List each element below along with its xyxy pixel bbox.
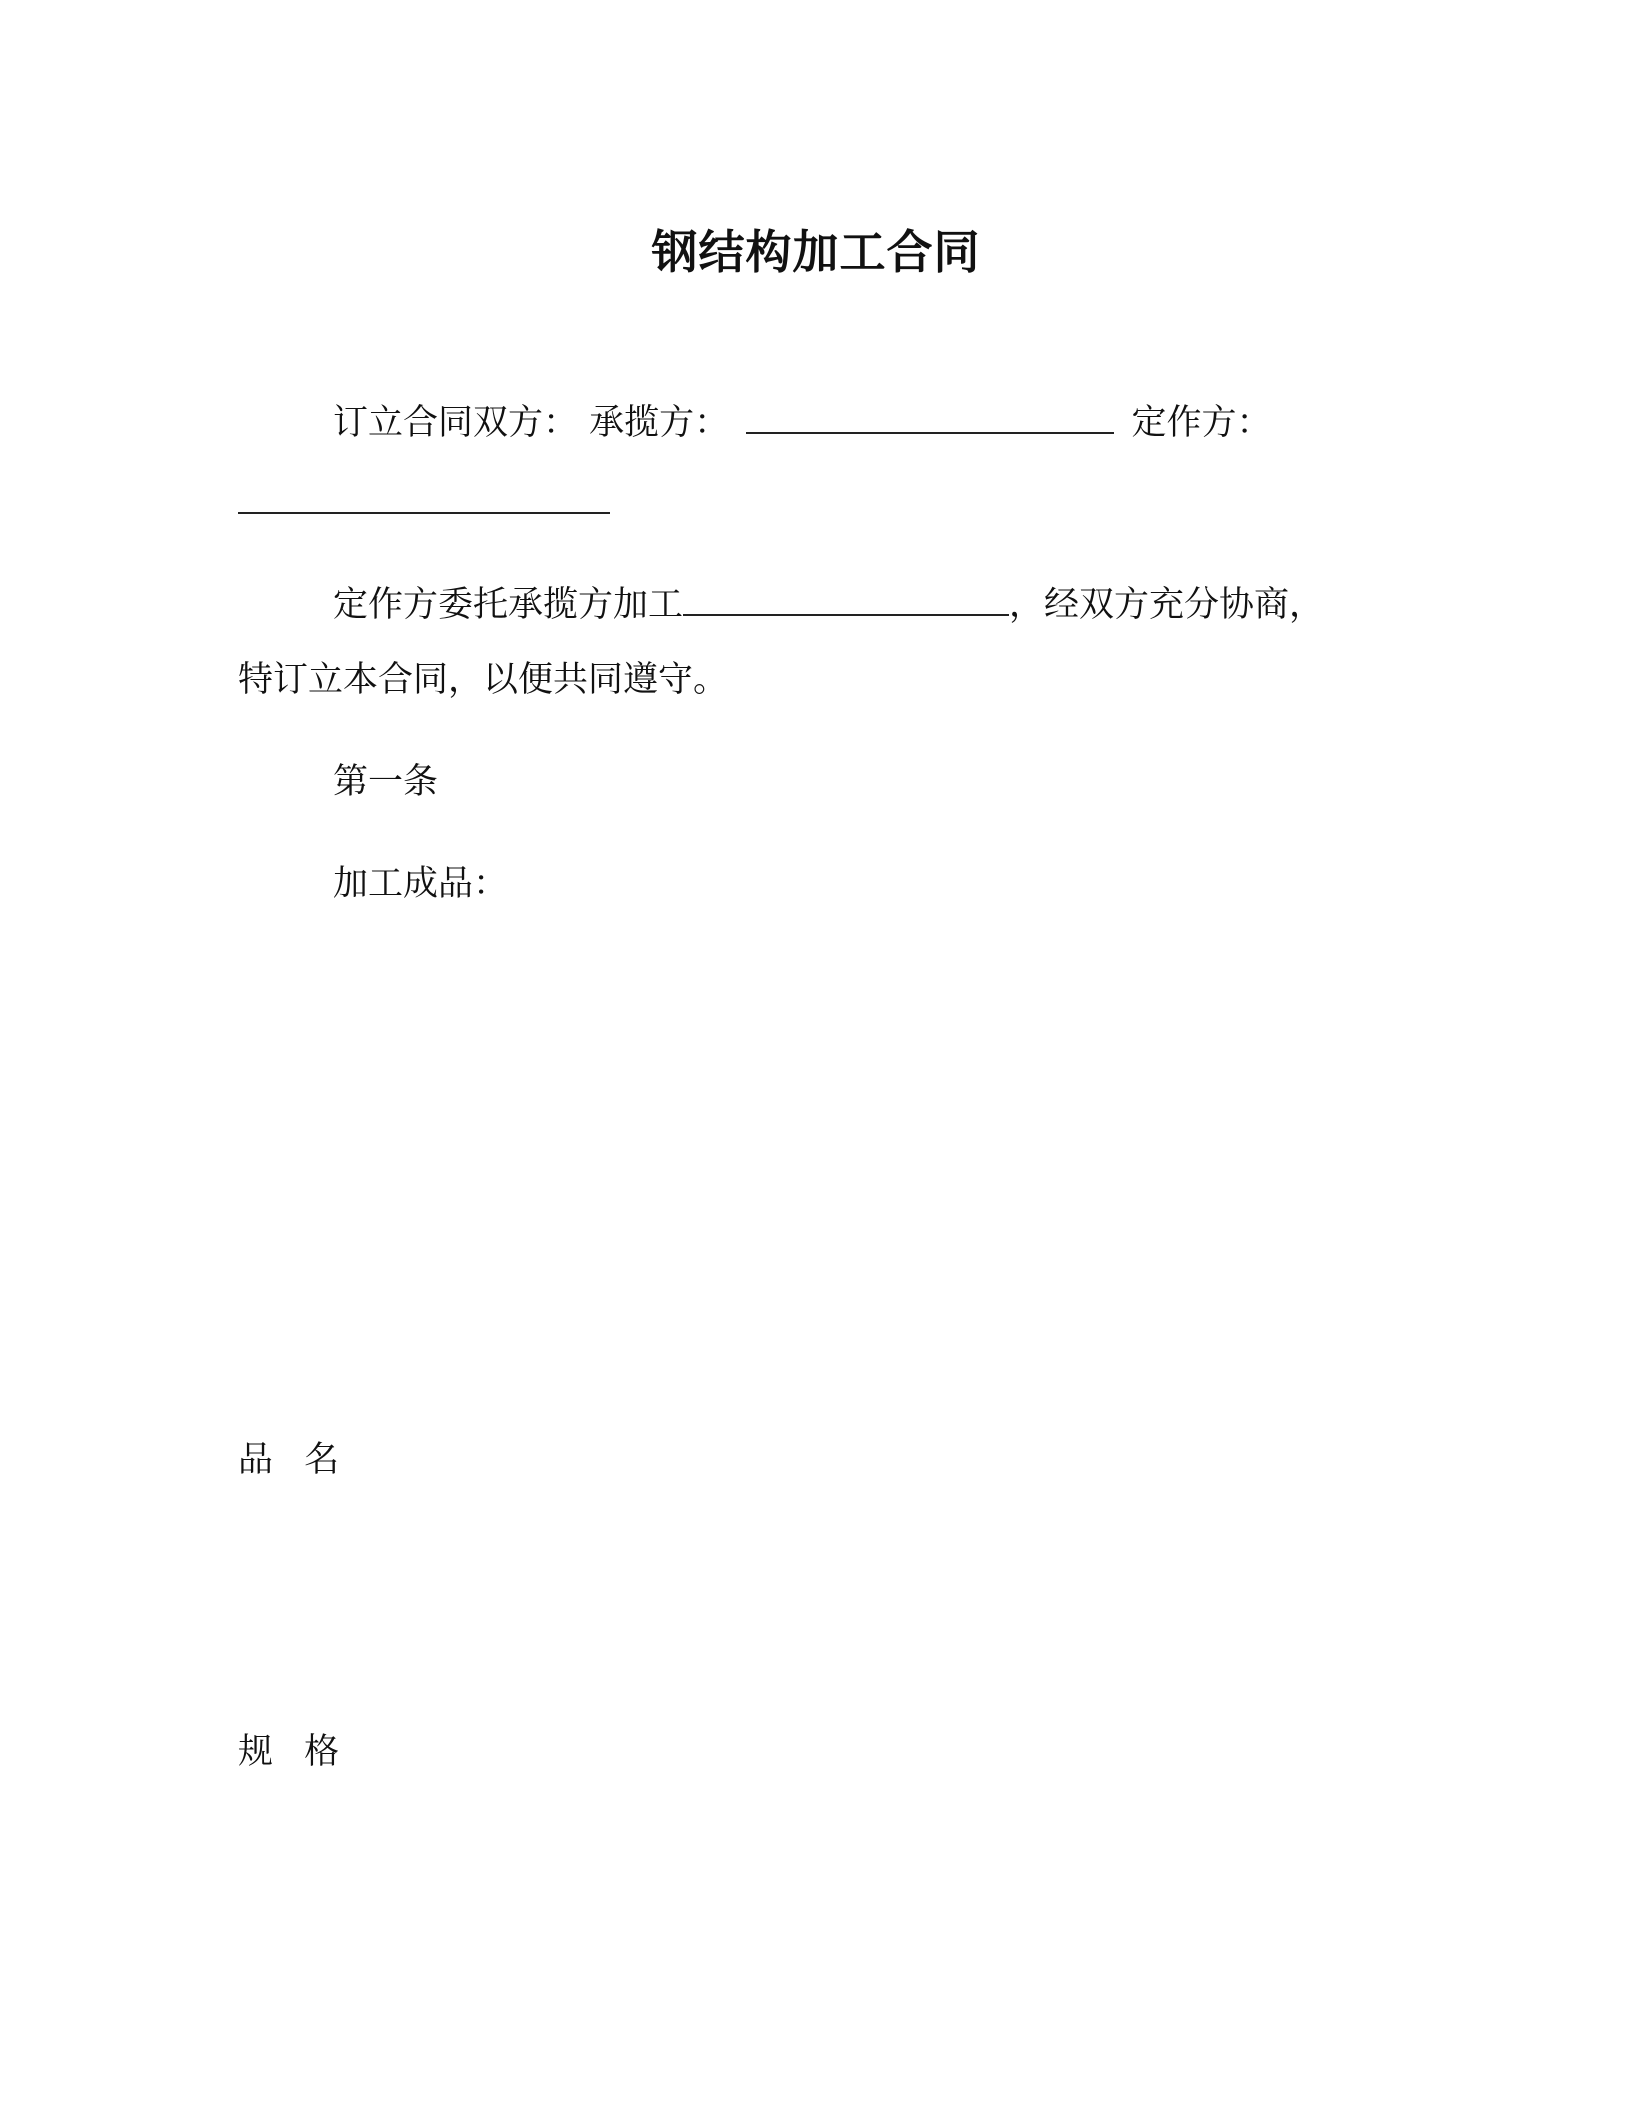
- commission-continuation: 特订立本合同，以便共同遵守。: [238, 660, 729, 700]
- contractor-blank[interactable]: [746, 398, 1114, 434]
- specification-label: 规 格: [238, 1732, 350, 1772]
- commission-prefix: 定作方委托承揽方加工: [333, 585, 684, 625]
- client-blank-line: [238, 478, 616, 527]
- processing-item-blank[interactable]: [683, 580, 1009, 616]
- client-label: 定作方：: [1131, 403, 1272, 443]
- product-name-label: 品 名: [238, 1440, 350, 1480]
- parties-line: [333, 398, 1271, 447]
- contract-title: 钢结构加工合同: [651, 225, 981, 279]
- parties-intro: 订立合同双方：: [333, 403, 579, 443]
- commission-suffix: ，经双方充分协商，: [1009, 585, 1325, 625]
- contractor-label: 承揽方：: [589, 403, 730, 443]
- client-blank[interactable]: [238, 478, 610, 514]
- commission-line: [333, 580, 1324, 629]
- processed-product-label: 加工成品：: [333, 864, 509, 904]
- article-1-heading: 第一条: [333, 762, 439, 802]
